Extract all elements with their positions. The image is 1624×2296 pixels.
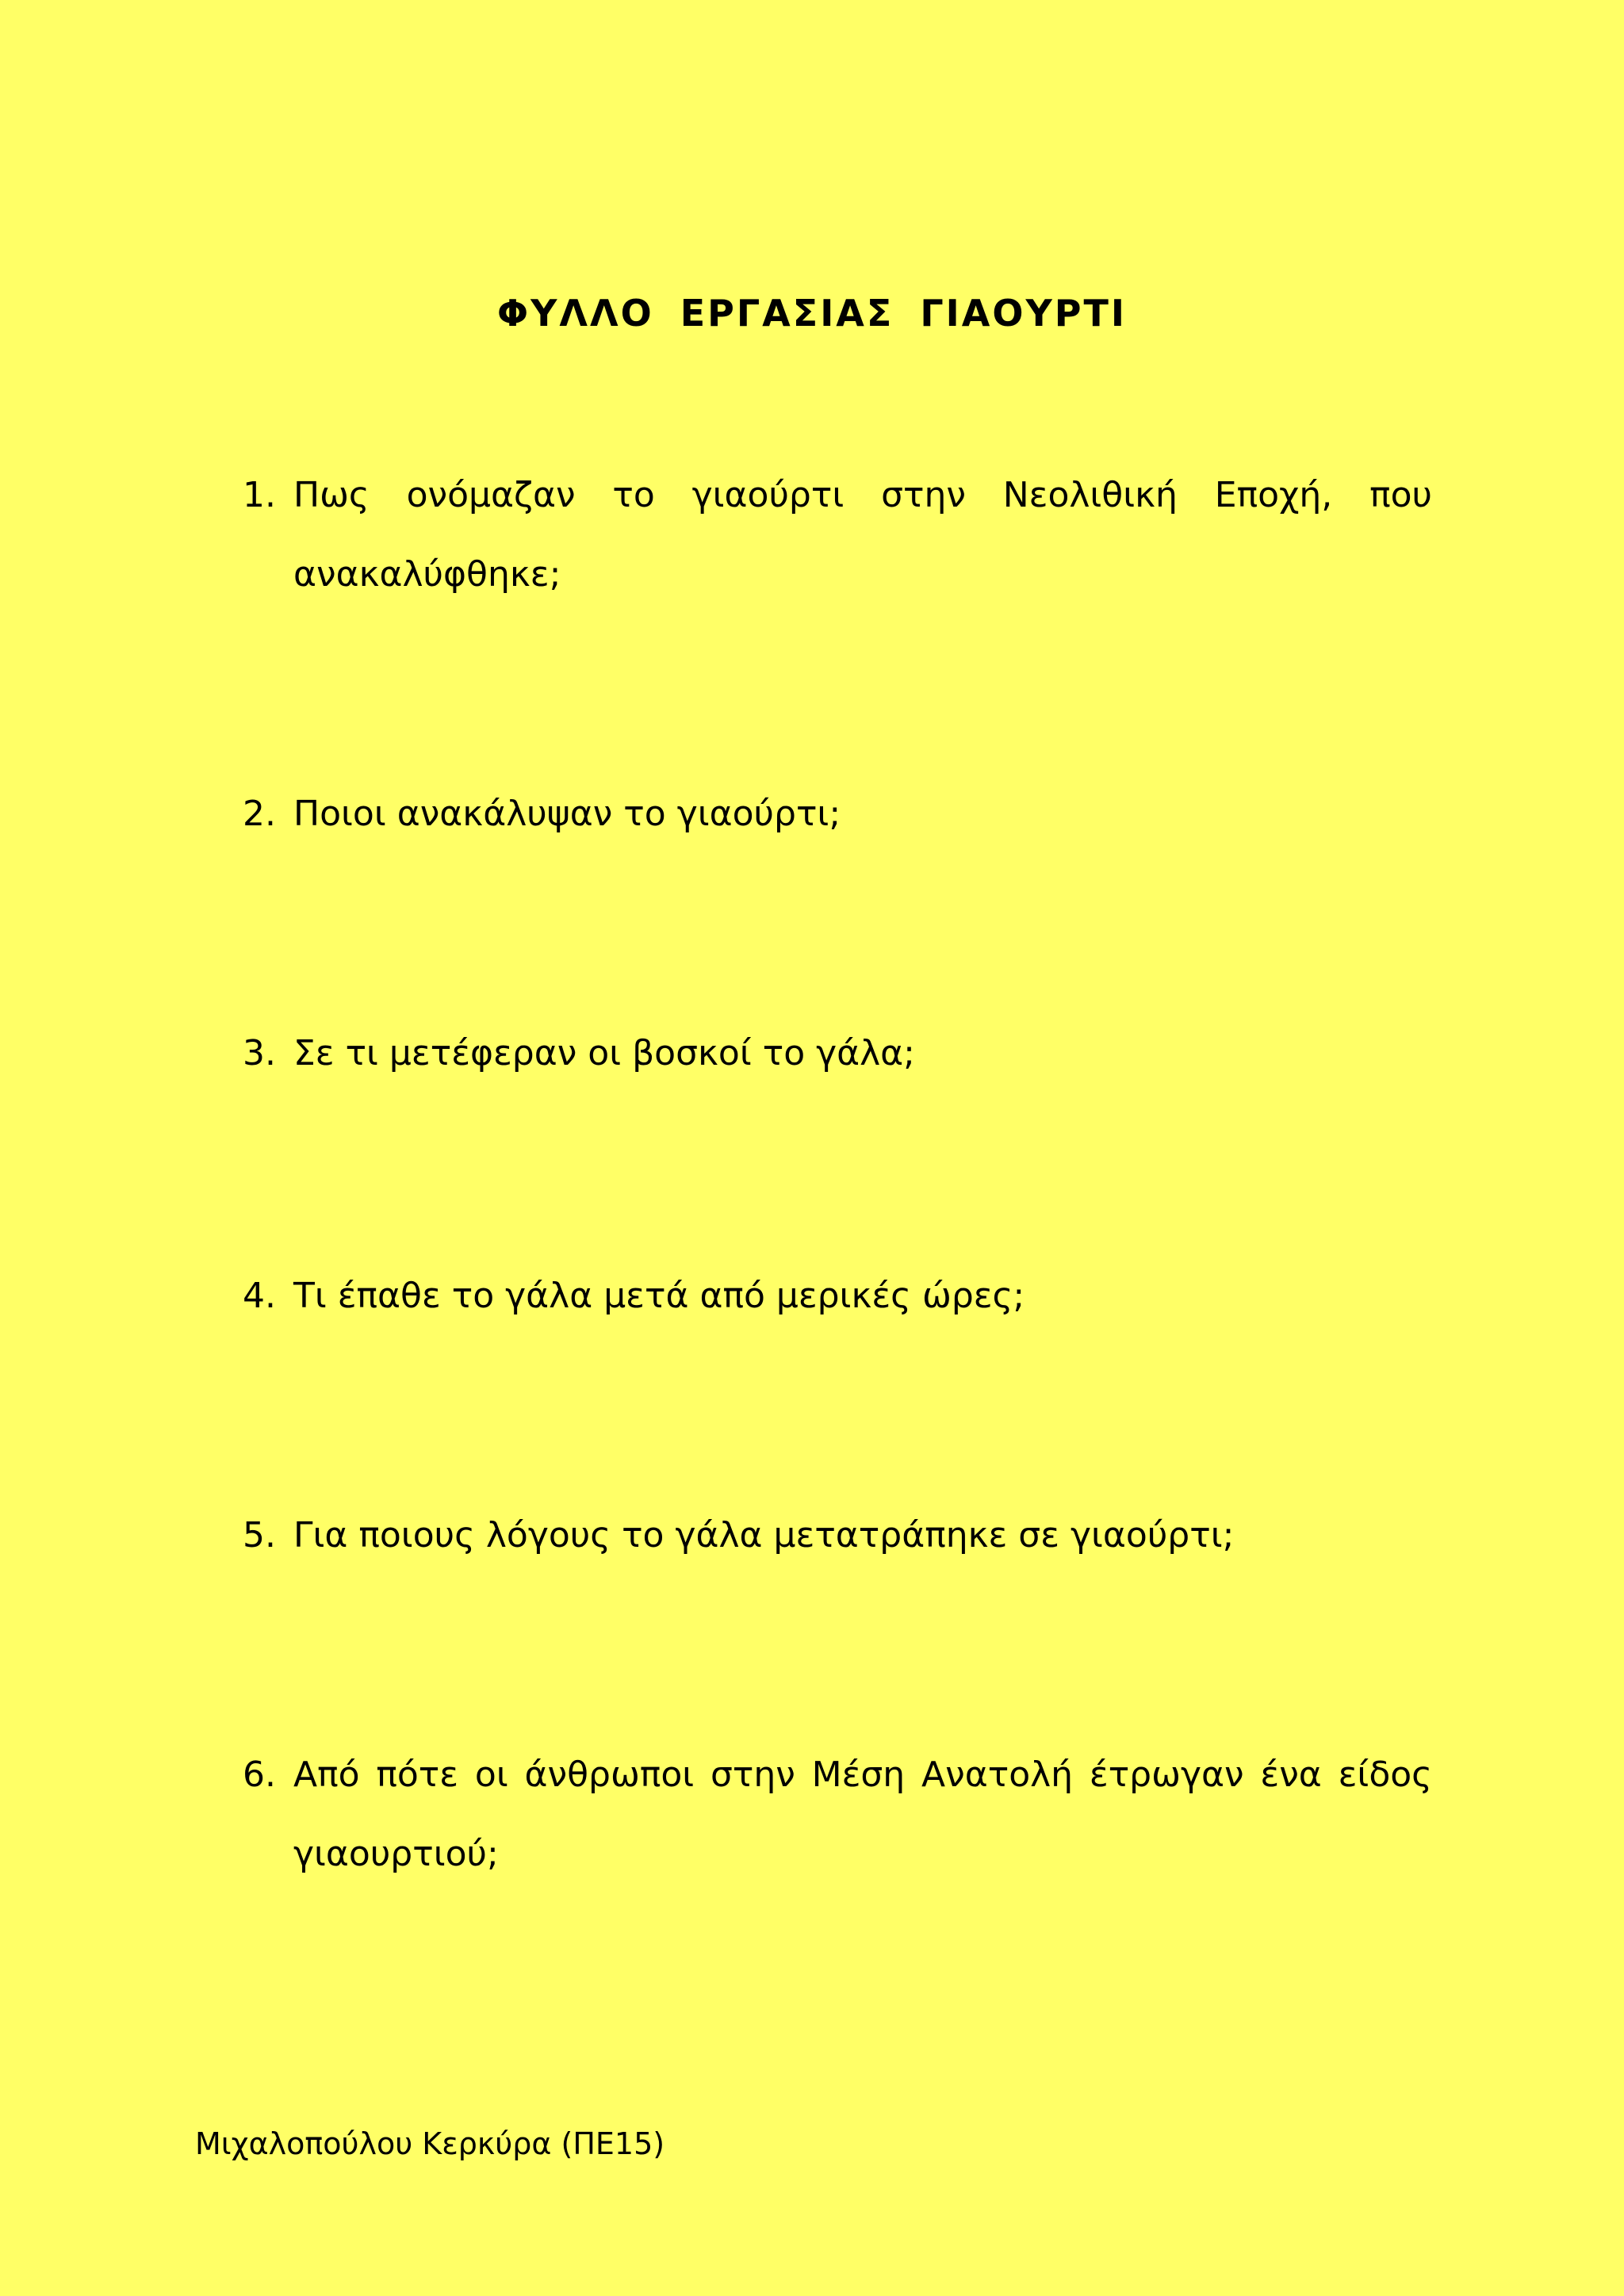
question-text: Από πότε οι άνθρωποι στην Μέση Ανατολή έτρωγαν ένα είδος γιαουρτιού; xyxy=(293,1755,1432,1874)
question-number: 3. xyxy=(243,1033,276,1073)
page-title: ΦΥΛΛΟ ΕΡΓΑΣΙΑΣ ΓΙΑΟΥΡΤΙ xyxy=(496,292,1127,335)
question-4 xyxy=(243,1257,1432,1336)
question-6 xyxy=(243,1735,1432,1894)
question-number: 4. xyxy=(243,1276,276,1316)
author-footer: Μιχαλοπούλου Κερκύρα (ΠΕ15) xyxy=(195,2126,665,2161)
question-text: Ποιοι ανακάλυψαν το γιαούρτι; xyxy=(293,794,841,834)
question-text: Για ποιους λόγους το γάλα μετατράπηκε σε γιαούρτι; xyxy=(293,1515,1235,1556)
question-number: 1. xyxy=(243,475,276,515)
question-number: 5. xyxy=(243,1515,276,1556)
question-1 xyxy=(243,456,1432,614)
question-text: Σε τι μετέφεραν οι βοσκοί το γάλα; xyxy=(293,1033,916,1073)
question-text: Πως ονόμαζαν το γιαούρτι στην Νεολιθική Εποχή, που ανακαλύφθηκε; xyxy=(293,475,1432,595)
question-5 xyxy=(243,1496,1432,1575)
question-number: 6. xyxy=(243,1755,276,1795)
question-2 xyxy=(243,775,1432,854)
question-text: Τι έπαθε το γάλα μετά από μερικές ώρες; xyxy=(293,1276,1025,1316)
question-3 xyxy=(243,1014,1432,1093)
question-number: 2. xyxy=(243,794,276,834)
